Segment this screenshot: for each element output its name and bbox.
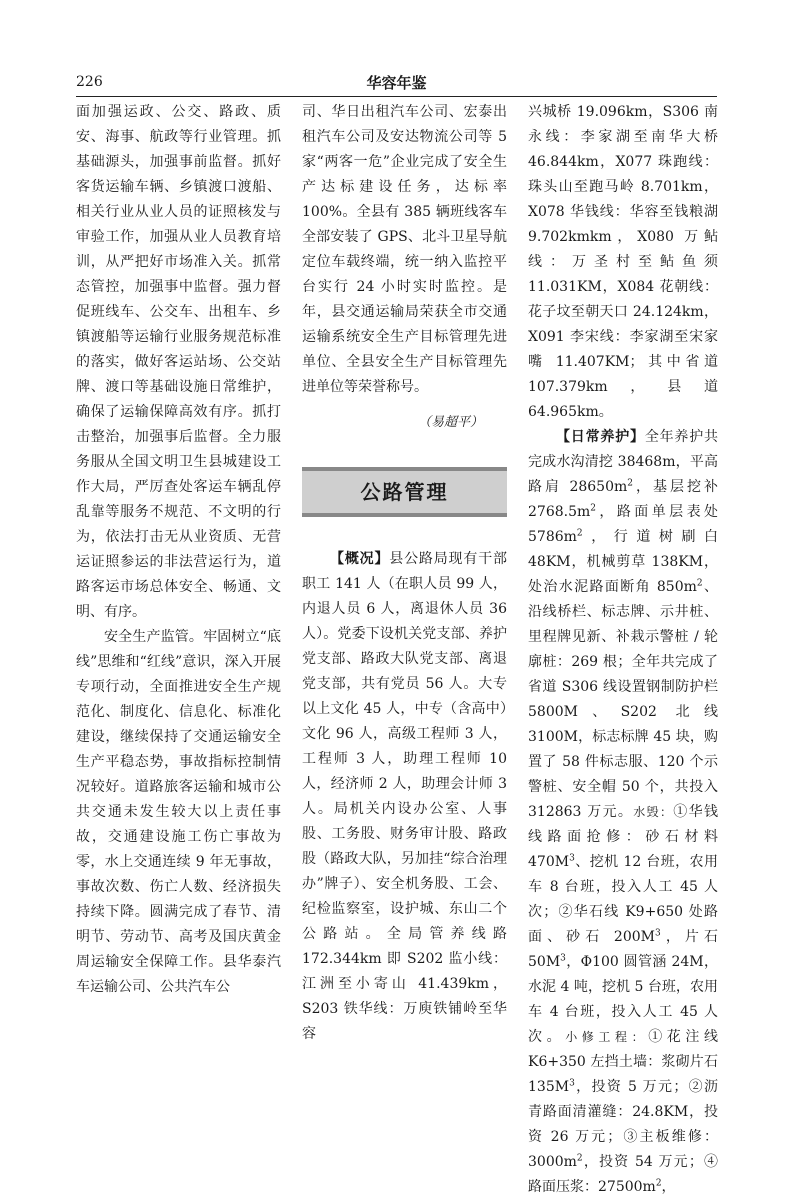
paragraph xyxy=(302,547,507,1047)
paragraph: 司、华日出租汽车公司、宏泰出租汽车公司及安达物流公司等 5 家“两客一危”企业完成了安全生产达标建设任务，达标率 100%。全县有 385 辆班线客车全部安装了 GPS、北斗卫星导航定位车载终端，统一纳入监控平台实行 24 小时实时监控。是年，县交通运输局荣获全市交通运输系统安全生产目标管理先进单位、全县安全生产目标管理先进单位等荣誉称号。 xyxy=(302,104,507,395)
inline-label: 水毁： xyxy=(633,805,674,819)
column-3 xyxy=(528,100,718,1200)
section-heading: 公路管理 xyxy=(302,467,507,517)
running-title: 华容年鉴 xyxy=(366,74,427,92)
paragraph: 兴城桥 19.096km，S306 南永线：李家湖至南华大桥 46.844km，X077 珠跑线：珠头山至跑马岭 8.701km，X078 华钱线：华容至钱粮湖 9.702kmkm，X080 万鲇线：万圣村至鲇鱼须 11.031KM，X084 花朝线：花子坟至朝天口 24.124km，X091 李宋线：李家湖至宋家嘴 11.407KM；其中省道 107.379km，县道 64.965km。 xyxy=(528,104,718,420)
column-1 xyxy=(76,100,281,1000)
header-rule xyxy=(76,96,717,97)
author-credit: （易超平） xyxy=(417,415,483,430)
page-number: 226 xyxy=(76,74,103,90)
inline-label: 小修工程： xyxy=(565,1030,649,1044)
paragraph: 安全生产监管。牢固树立“底线”思维和“红线”意识，深入开展专项行动，全面推进安全生产规范化、制度化、信息化、标准化建设，继续保持了交通运输安全生产平稳态势，事故指标控制情况较好。道路旅客运输和城市公共交通未发生较大以上责任事故，交通建设施工伤亡事故为零，水上交通连续 9 年无事故，事故次数、伤亡人数、经济损失持续下降。圆满完成了春节、清明节、劳动节、高考及国庆黄金周运输安全保障工作。县华泰汽车运输公司、公共汽车公 xyxy=(76,629,281,995)
column-2 xyxy=(302,100,507,1047)
paragraph-label: 【日常养护】 xyxy=(556,429,645,445)
page-header xyxy=(76,72,717,96)
paragraph-text: 县公路局现有干部职工 141 人（在职人员 99 人，内退人员 6 人，离退休人员 36 人）。党委下设机关党支部、养护党支部、路政大队党支部、离退党支部，共有党员 56 人。大专以上文化 45 人，中专（含高中）文化 96 人，高级工程师 3 人，工程师 3 人，助理工程师 10 人，经济师 2 人，助理会计师 3 人。局机关内设办公室、人事股、工务股、财务审计股、路政股（路政大队，另加挂“综合治理办”牌子）、安全机务股、工会、纪检监察室，设护城、东山二个公路站。全局管养线路 172.344km 即 S202 监小线：江洲至小寄山 41.439km，S203 铁华线：万庾铁铺岭至华容 xyxy=(302,551,508,1042)
paragraph: 【日常养护】全年养护共完成水沟清挖 38468m，平高路肩 $28650m^2$，基层挖补 $2768.5m^2$，路面单层表处 $5786m^2$，行道树刷白 48KM，机械剪草 138KM，处治水泥路面断角 $850m^2$、沿线桥栏、标志牌、示井桩、里程牌见新、补栽示警桩 / 轮廓桩：269 根；全年共完成了省道 S306 线设置钢制防护栏 5800M、S202 北线 3100M，标志标牌 45 块，购置了 58 件标志服、120 个示警桩、安全帽 50 个，共投入 312863 万元。水毁：①华钱线路面抢修：砂石材料 $470M^3$、挖机 12 台班，农用车 8 台班，投入人工 45 人次；②华石线 K9+650 处路面、砂石 $200M^3$，片石 $50M^3$，Φ100 圆管涵 24M，水泥 4 吨，挖机 5 台班，农用车 4 台班，投入人工 45 人次。小修工程：①花注线 K6+350 左挡土墙：浆砌片石 $135M^3$，投资 5 万元；②沥青路面清灌缝：24.8KM，投资 26 万元；③主板维修：$3000m^2$，投资 54 万元；④路面压浆：$27500m^2$， xyxy=(528,429,719,1195)
paragraph: 面加强运政、公交、路政、质安、海事、航政等行业管理。抓基础源头，加强事前监督。抓好客货运输车辆、乡镇渡口渡船、相关行业从业人员的证照核发与审验工作，加强从业人员教育培训，从严把好市场准入关。抓常态管控，加强事中监督。强力督促班线车、公交车、出租车、乡镇渡船等运输行业服务规范标准的落实，做好客运站场、公交站牌、渡口等基础设施日常维护，确保了运输保障高效有序。抓打击整治，加强事后监督。全力服务服从全国文明卫生县城建设工作大局，严厉查处客运车辆乱停乱靠等服务不规范、不文明的行为，依法打击无从业资质、无营运证照参运的非法营运行为，道路客运市场总体安全、畅通、文明、有序。 xyxy=(76,104,281,620)
paragraph-label: 【概况】 xyxy=(330,551,390,567)
